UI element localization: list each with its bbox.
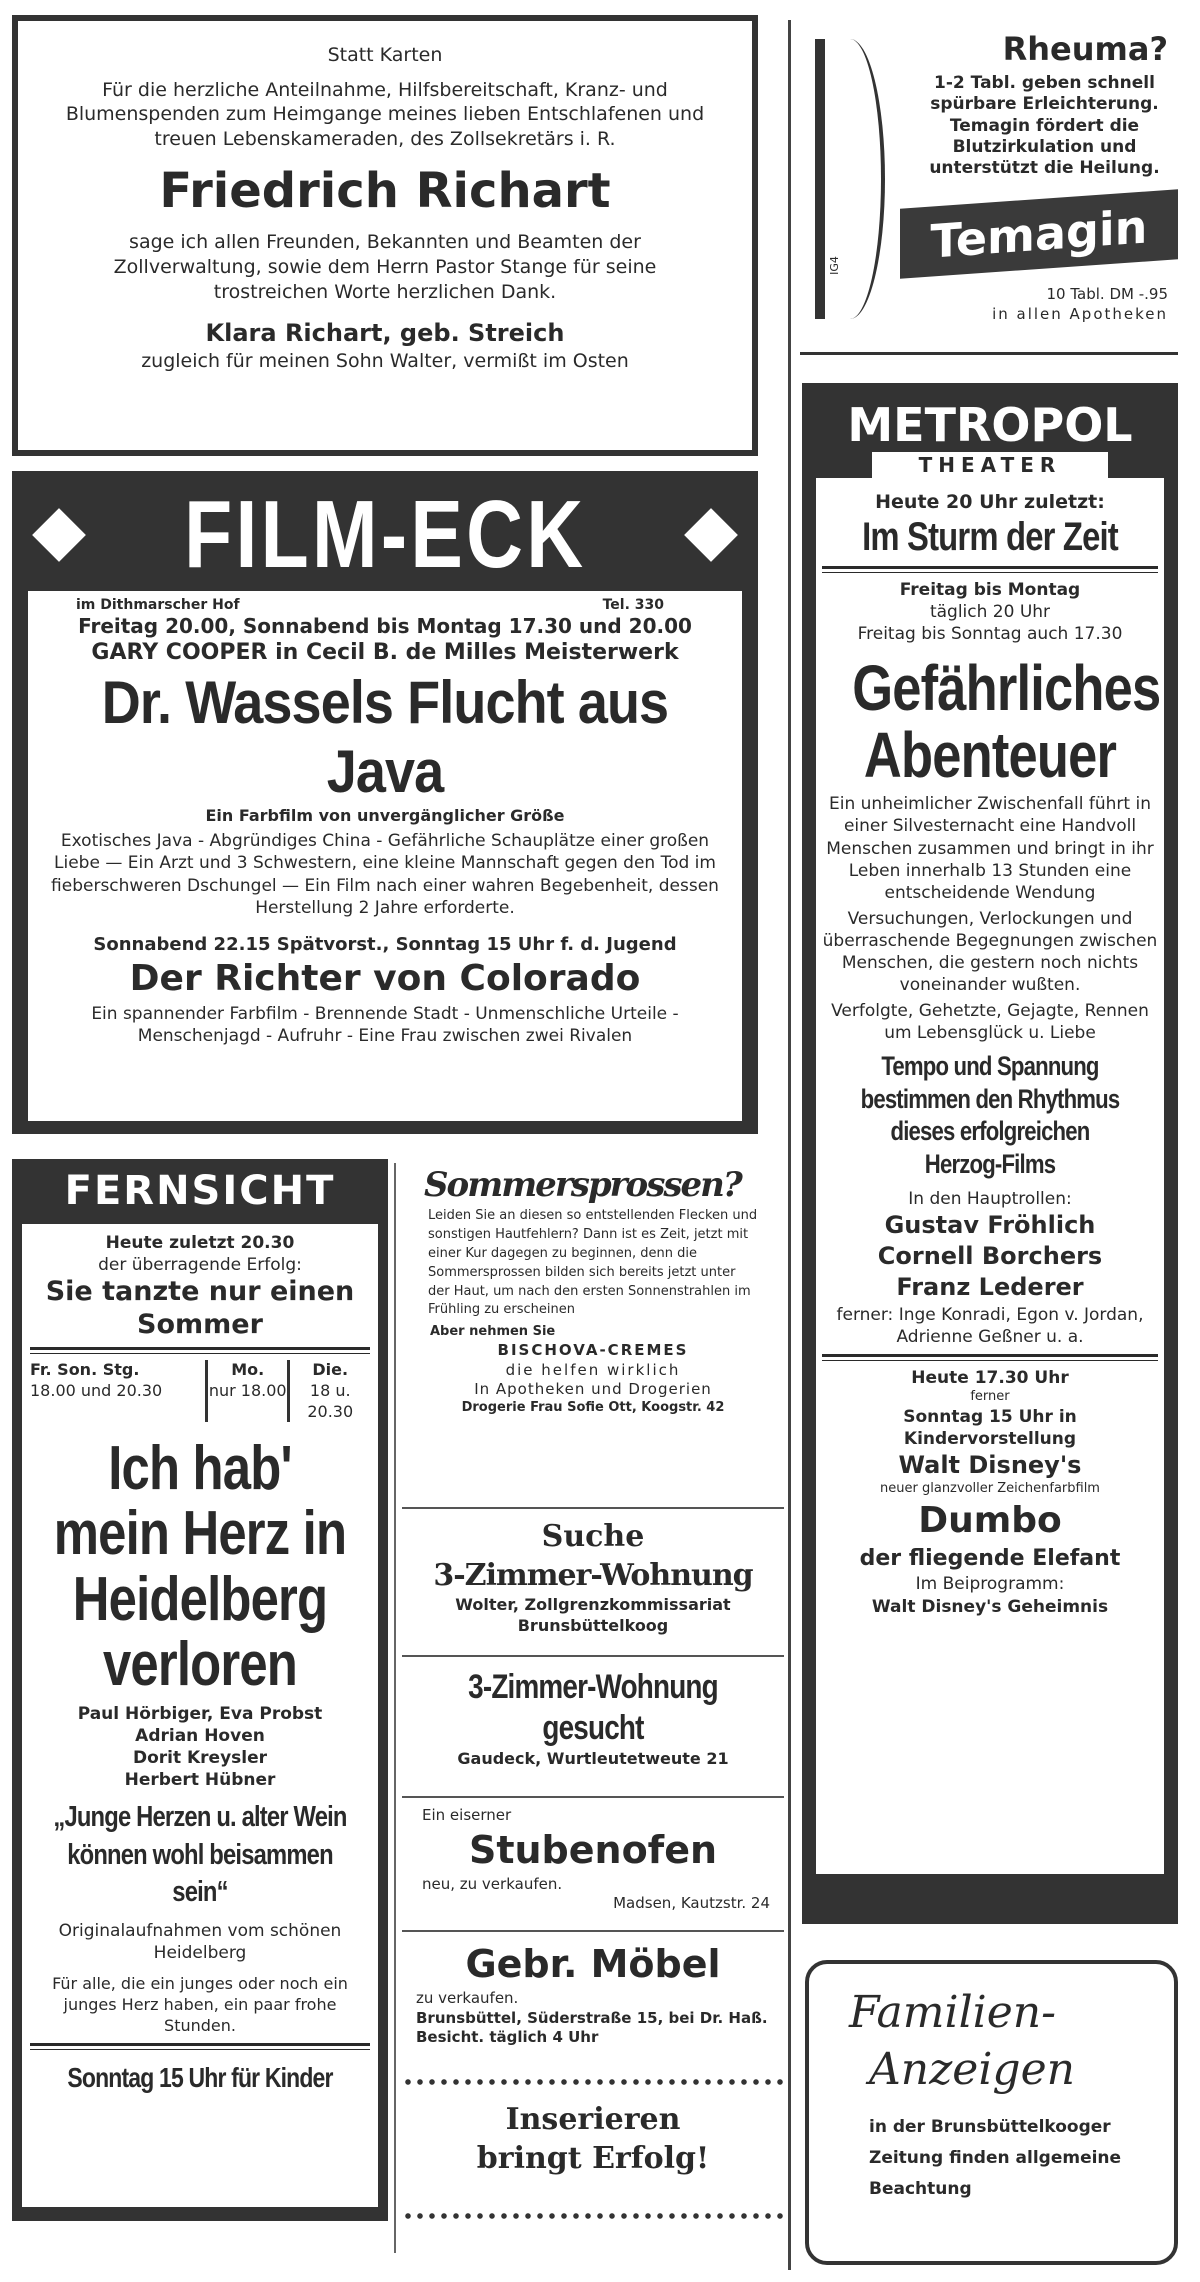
obituary-thanks-ad xyxy=(12,15,758,456)
middle-column xyxy=(402,1163,784,2253)
dotted-rule xyxy=(402,2078,784,2086)
movie: Dr. Wassels Flucht aus Java xyxy=(101,668,669,805)
tel: Tel. 330 xyxy=(602,597,664,613)
cast-3: Dorit Kreysler xyxy=(132,1747,268,1768)
tagline: Tempo und Spannung bestimmen den Rhythmus dieses erfolgreichen Herzog-Films xyxy=(860,1051,1120,1179)
inserieren-ad xyxy=(402,2086,784,2212)
times: Freitag 20.00, Sonnabend bis Montag 17.30 und 20.00 xyxy=(78,614,692,638)
line: Suche xyxy=(541,1519,645,1554)
fernsicht-ad xyxy=(12,1159,388,2221)
program-item: Walt Disney's Geheimnis xyxy=(871,1596,1109,1617)
line: Inserieren xyxy=(505,2102,681,2137)
description: Exotisches Java - Abgründiges China - Gefährliche Schauplätze einer großen Liebe — Ein Arzt und 3 Schwestern, eine kleine Mannschaft gegen den Tod im fieberschweren Dschungel — Ein Film nach einer wahren Begebenheit, dessen Herstellung 2 Jahre erforderte. xyxy=(51,831,719,918)
dotted-rule xyxy=(402,2212,784,2220)
signer: Klara Richart, geb. Streich xyxy=(205,319,565,348)
schedule-1: Freitag bis Montag xyxy=(899,579,1081,600)
sunday: Sonntag 15 Uhr in Kindervorstellung xyxy=(903,1406,1077,1449)
quote: „Junge Herzen u. alter Wein können wohl beisammen sein“ xyxy=(53,1801,347,1909)
line: bringt Erfolg! xyxy=(476,2141,710,2176)
dumbo-sub: der fliegende Elefant xyxy=(859,1545,1121,1571)
today2: Heute 17.30 Uhr xyxy=(911,1367,1069,1388)
temagin-swoosh-logo xyxy=(815,39,885,319)
title-line1: Familien- xyxy=(849,1987,1056,2038)
text: 1-2 Tabl. geben schnell spürbare Erleichterung. Temagin fördert die Blutzirkulation und unterstützt die Heilung. xyxy=(929,73,1160,178)
temagin-ad xyxy=(805,29,1178,329)
dumbo: Dumbo xyxy=(918,1500,1062,1542)
brand: Temagin xyxy=(900,189,1178,278)
column-rule xyxy=(788,20,791,2270)
time: 18 u. 20.30 xyxy=(307,1380,354,1421)
for-all: Für alle, die ein junges oder noch ein junges Herz haben, ein paar frohe Stunden. xyxy=(52,1974,348,2035)
title: Sommersprossen? xyxy=(424,1165,741,1205)
classified-moebel xyxy=(402,1932,784,2078)
subtitle: THEATER xyxy=(872,452,1107,478)
cast-1: Gustav Fröhlich xyxy=(884,1211,1096,1240)
title: FERNSICHT xyxy=(64,1168,336,1214)
cast-3: Franz Lederer xyxy=(896,1273,1084,1302)
schedule-2: täglich 20 Uhr xyxy=(929,601,1051,622)
desc3: Verfolgte, Gehetzte, Gejagte, Rennen um Lebensglück u. Liebe xyxy=(831,1001,1149,1044)
cast-2: Adrian Hoven xyxy=(135,1725,265,1746)
day: Die. xyxy=(312,1359,349,1379)
success: der überragende Erfolg: xyxy=(98,1255,302,1276)
cast-1: Paul Hörbiger, Eva Probst xyxy=(77,1703,323,1724)
disney: Walt Disney's xyxy=(898,1450,1082,1479)
movie1: Sie tanzte nur einen Sommer xyxy=(45,1276,355,1340)
late-show: Sonnabend 22.15 Spätvorst., Sonntag 15 Uhr f. d. Jugend xyxy=(93,933,677,955)
day: Mo. xyxy=(231,1359,265,1379)
today: Heute zuletzt 20.30 xyxy=(105,1233,295,1253)
body: sage ich allen Freunden, Bekannten und Beamten der Zollverwaltung, sowie dem Herrn Pastor Stange für seine trostreichen Worte herzlichen Dank. xyxy=(113,231,657,303)
program-label: Im Beiprogramm: xyxy=(915,1574,1065,1595)
title: METROPOL xyxy=(847,398,1133,452)
divider xyxy=(800,352,1178,355)
desc1: Ein unheimlicher Zwischenfall führt in einer Silvesternacht eine Handvoll Menschen zusammen und bringt in ihr Leben innerhalb 13 Stunden eine entscheidende Wendung xyxy=(826,794,1154,903)
presenter: GARY COOPER in Cecil B. de Milles Meisterwerk xyxy=(91,640,679,665)
schedule xyxy=(30,1360,370,1422)
venue: im Dithmarscher Hof xyxy=(76,597,240,613)
cast-2: Cornell Borchers xyxy=(877,1242,1103,1271)
title: Rheuma? xyxy=(1002,30,1168,68)
today: Heute 20 Uhr zuletzt: xyxy=(875,491,1105,513)
title: FILM-ECK xyxy=(183,481,587,588)
subtitle: Ein Farbfilm von unvergänglicher Größe xyxy=(205,805,565,825)
line: Gebr. Möbel xyxy=(465,1942,721,1986)
diamond-icon xyxy=(684,508,738,562)
line: Gaudeck, Wurtleutetweute 21 xyxy=(457,1748,729,1768)
disney-sub: neuer glanzvoller Zeichenfarbfilm xyxy=(880,1481,1100,1497)
familien-anzeigen-ad xyxy=(805,1960,1178,2265)
heading: Statt Karten xyxy=(327,44,443,66)
line: zu verkaufen. xyxy=(416,1989,519,2008)
line: Ein eiserner xyxy=(422,1806,512,1824)
line: Stubenofen xyxy=(468,1827,718,1872)
line: Madsen, Kautzstr. 24 xyxy=(613,1894,770,1913)
price: 10 Tabl. DM -.95 xyxy=(1046,285,1168,303)
further-cast: ferner: Inge Konradi, Egon v. Jordan, Adrienne Geßner u. a. xyxy=(836,1304,1144,1347)
classified-wohnung-gesucht xyxy=(402,1657,784,1796)
take: Aber nehmen Sie xyxy=(430,1324,556,1340)
where: in allen Apotheken xyxy=(992,305,1168,323)
line: neu, zu verkaufen. xyxy=(422,1874,563,1893)
where: In Apotheken und Drogerien xyxy=(474,1380,712,1399)
product: BISCHOVA-CREMES xyxy=(497,1341,689,1360)
movie2-line2: Abenteuer xyxy=(863,719,1117,792)
kids-show: Sonntag 15 Uhr für Kinder xyxy=(67,2061,333,2093)
helps: die helfen wirklich xyxy=(505,1360,681,1379)
diamond-icon xyxy=(32,508,86,562)
code: IG4 xyxy=(827,256,841,275)
time: nur 18.00 xyxy=(208,1380,287,1400)
line: 3-Zimmer-Wohnung gesucht xyxy=(468,1668,718,1747)
schedule-3: Freitag bis Sonntag auch 17.30 xyxy=(857,623,1123,644)
deceased-name: Friedrich Richart xyxy=(159,162,611,219)
column-rule xyxy=(394,1163,396,2253)
line: Wolter, Zollgrenzkommissariat Brunsbüttelkoog xyxy=(455,1595,731,1635)
classified-wohnung-suche xyxy=(402,1509,784,1655)
movie1: Im Sturm der Zeit xyxy=(862,514,1118,559)
classified-stubenofen xyxy=(402,1798,784,1930)
original-footage: Originalaufnahmen vom schönen Heidelberg xyxy=(58,1921,342,1964)
description2: Ein spannender Farbfilm - Brennende Stadt - Unmenschliche Urteile - Menschenjagd - Aufruhr - Eine Frau zwischen zwei Rivalen xyxy=(91,1003,679,1047)
movie2: Der Richter von Colorado xyxy=(129,958,641,1000)
line: 3-Zimmer-Wohnung xyxy=(433,1558,753,1593)
line: Brunsbüttel, Süderstraße 15, bei Dr. Haß. Besicht. täglich 4 Uhr xyxy=(416,2008,768,2047)
roles-label: In den Hauptrollen: xyxy=(908,1188,1072,1209)
shop: Drogerie Frau Sofie Ott, Koogstr. 42 xyxy=(461,1399,725,1415)
also: ferner xyxy=(970,1388,1010,1404)
time: 18.00 und 20.30 xyxy=(30,1380,163,1400)
desc2: Versuchungen, Verlockungen und überraschende Begegnungen zwischen Menschen, die gestern noch nichts voneinander wußten. xyxy=(822,908,1158,996)
sommersprossen-ad xyxy=(402,1163,784,1507)
intro: Für die herzliche Anteilnahme, Hilfsbereitschaft, Kranz- und Blumenspenden zum Heimgange meines lieben Entschlafenen und treuen Lebenskameraden, des Zollsekretärs i. R. xyxy=(65,78,705,151)
film-eck-ad xyxy=(12,471,758,1134)
metropol-ad xyxy=(802,383,1178,1924)
movie2: Ich hab' mein Herz in Heidelberg verloren xyxy=(53,1434,347,1699)
text: in der Brunsbüttelkooger Zeitung finden allgemeine Beachtung xyxy=(869,2117,1122,2199)
signer-note: zugleich für meinen Sohn Walter, vermißt im Osten xyxy=(141,350,629,373)
text: Leiden Sie an diesen so entstellenden Flecken und sonstigen Hautfehlern? Dann ist es Zeit, jetzt mit einer Kur dagegen zu beginnen, denn die Sommersprossen bilden sich bereits jetzt unter der Haut, um nach den ersten Sonnenstrahlen im Frühling zu erscheinen xyxy=(428,1208,758,1318)
cast-4: Herbert Hübner xyxy=(124,1770,276,1791)
movie2-line1: Gefährliches xyxy=(852,651,1161,724)
title-line2: Anzeigen xyxy=(869,2044,1075,2096)
day: Fr. Son. Stg. xyxy=(30,1359,140,1379)
